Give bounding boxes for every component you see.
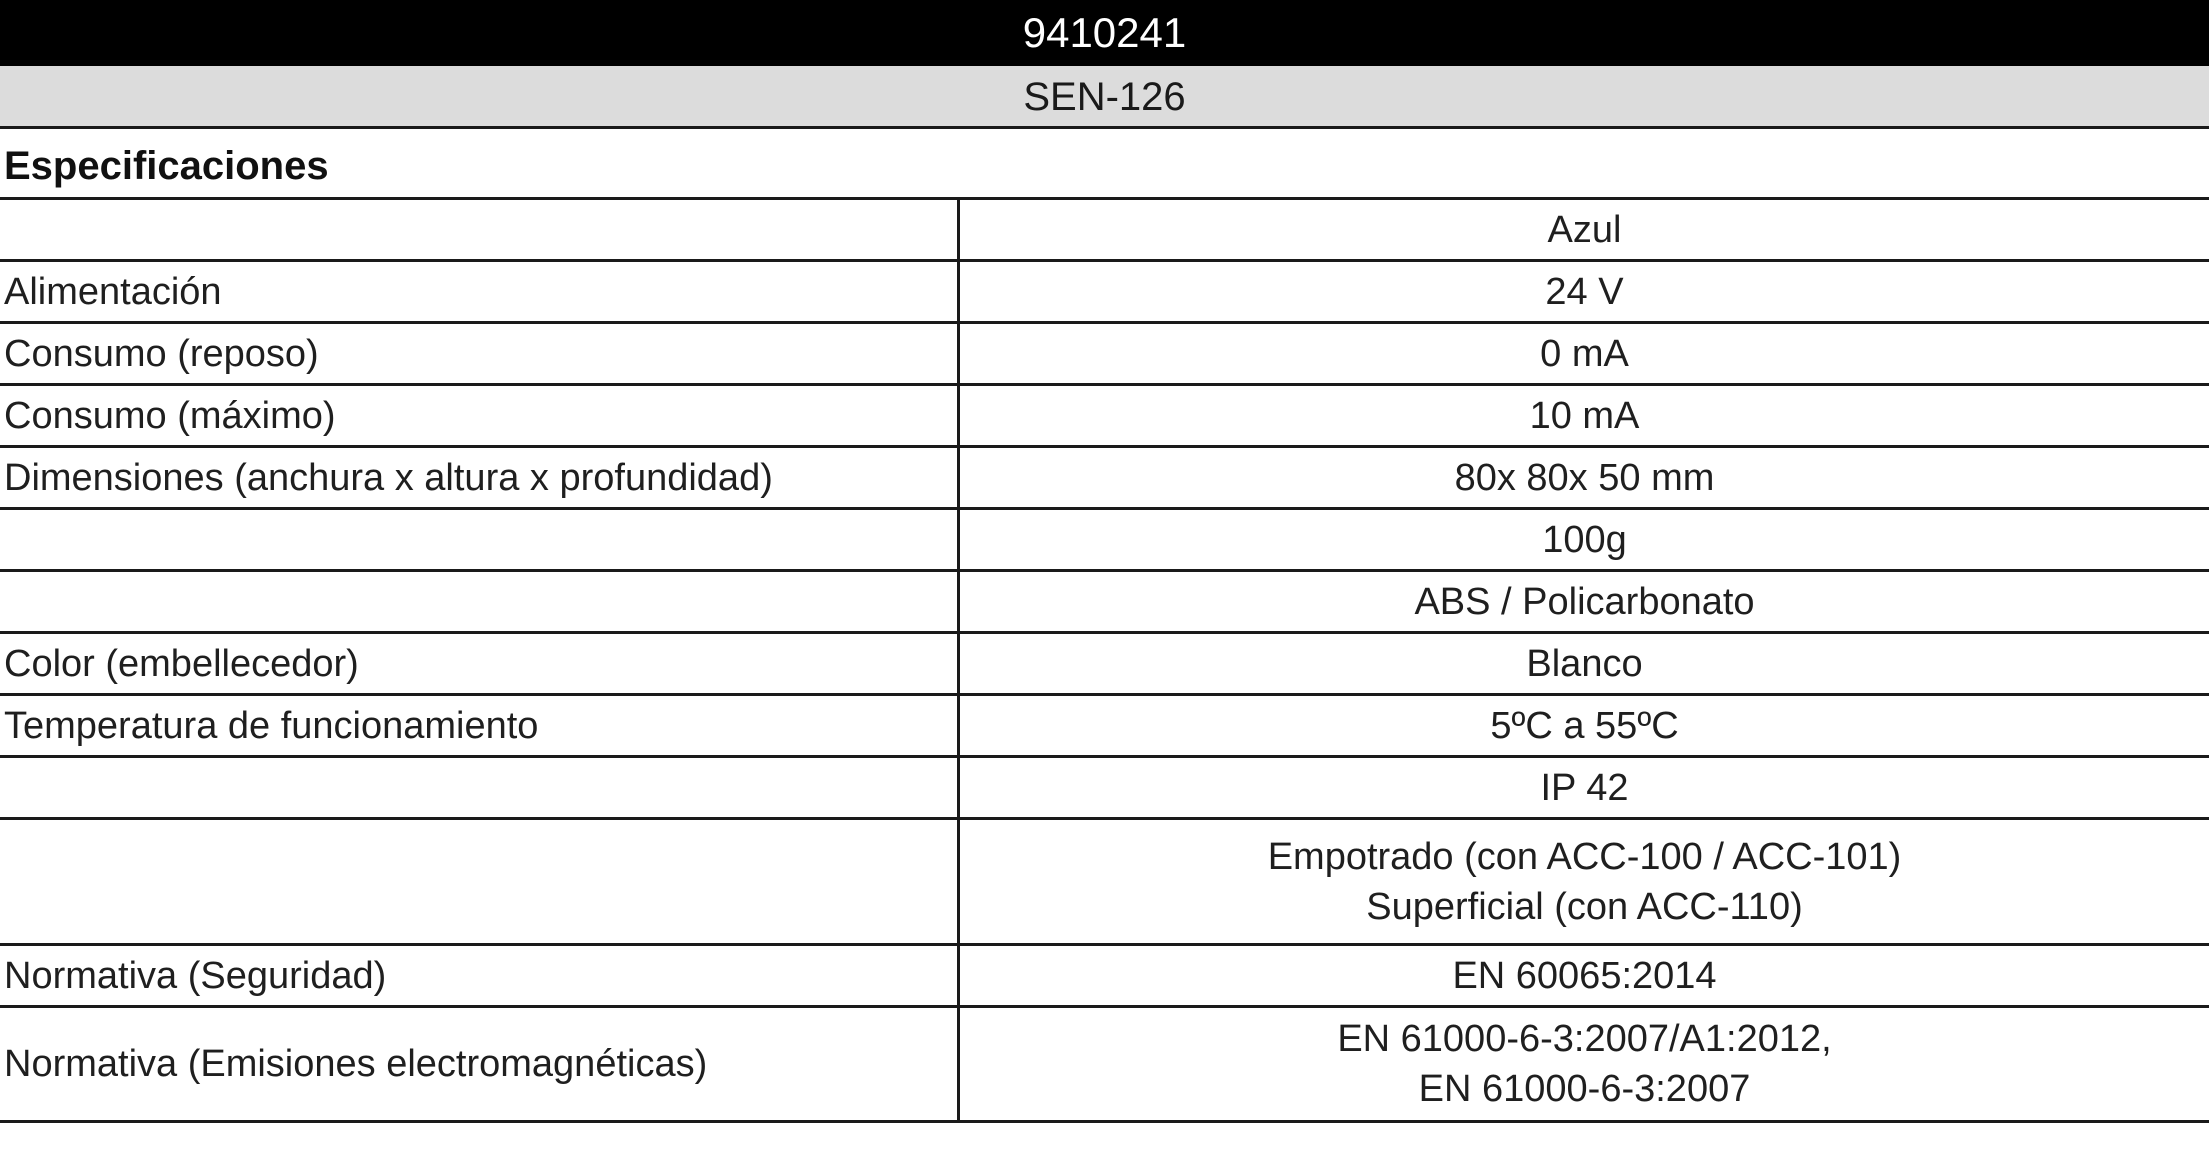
spec-value	[959, 945, 2209, 1007]
spec-value	[959, 571, 2209, 633]
table-row	[0, 819, 2209, 945]
spec-value-line: ABS / Policarbonato	[1414, 580, 1755, 623]
spec-value-line: 10 mA	[1529, 394, 1640, 437]
spec-value	[959, 509, 2209, 571]
spec-value	[959, 385, 2209, 447]
table-row	[0, 261, 2209, 323]
spec-value-line: Azul	[1547, 208, 1622, 251]
spec-value	[959, 633, 2209, 695]
spec-value	[959, 695, 2209, 757]
spec-label: Normativa (Seguridad)	[0, 945, 959, 1007]
table-row	[0, 945, 2209, 1007]
spec-value	[959, 757, 2209, 819]
model-name-bar: SEN-126	[0, 66, 2209, 129]
table-row	[0, 571, 2209, 633]
table-row	[0, 323, 2209, 385]
table-row	[0, 633, 2209, 695]
spec-value-line: EN 61000-6-3:2007	[1418, 1068, 1751, 1110]
spec-label	[0, 571, 959, 633]
spec-value-line: EN 61000-6-3:2007/A1:2012,	[1337, 1018, 1832, 1060]
spec-value-line: Blanco	[1526, 642, 1643, 685]
spec-value-line: 80x 80x 50 mm	[1454, 456, 1715, 499]
spec-label: Alimentación	[0, 261, 959, 323]
spec-value-line: 24 V	[1545, 270, 1624, 313]
spec-value-line: Empotrado (con ACC-100 / ACC-101)	[1267, 835, 1902, 878]
spec-value	[959, 199, 2209, 261]
spec-value-line: 5ºC a 55ºC	[1490, 704, 1679, 747]
spec-label	[0, 509, 959, 571]
spec-label	[0, 819, 959, 945]
spec-value-line: EN 60065:2014	[1452, 954, 1717, 997]
spec-value	[959, 323, 2209, 385]
table-row	[0, 1007, 2209, 1122]
spec-label: Consumo (máximo)	[0, 385, 959, 447]
table-row	[0, 509, 2209, 571]
spec-label: Temperatura de funcionamiento	[0, 695, 959, 757]
spec-label	[0, 199, 959, 261]
spec-label: Normativa (Emisiones electromagnéticas)	[0, 1007, 959, 1122]
spec-value-line: IP 42	[1540, 766, 1629, 809]
spec-value	[959, 819, 2209, 945]
table-row	[0, 447, 2209, 509]
product-code-bar: 9410241	[0, 0, 2209, 66]
spec-label	[0, 757, 959, 819]
spec-value-line: Superficial (con ACC-110)	[1366, 885, 1803, 928]
specifications-table	[0, 197, 2209, 1123]
table-row	[0, 695, 2209, 757]
spec-label: Color (embellecedor)	[0, 633, 959, 695]
spec-value	[959, 1007, 2209, 1122]
spec-value-line: 100g	[1542, 518, 1627, 561]
spec-value	[959, 261, 2209, 323]
table-row	[0, 385, 2209, 447]
section-title: Especificaciones	[4, 144, 329, 188]
table-row	[0, 757, 2209, 819]
spec-value	[959, 447, 2209, 509]
spec-value-line: 0 mA	[1540, 332, 1629, 375]
spec-label: Consumo (reposo)	[0, 323, 959, 385]
table-row	[0, 199, 2209, 261]
spec-label: Dimensiones (anchura x altura x profundidad)	[0, 447, 959, 509]
